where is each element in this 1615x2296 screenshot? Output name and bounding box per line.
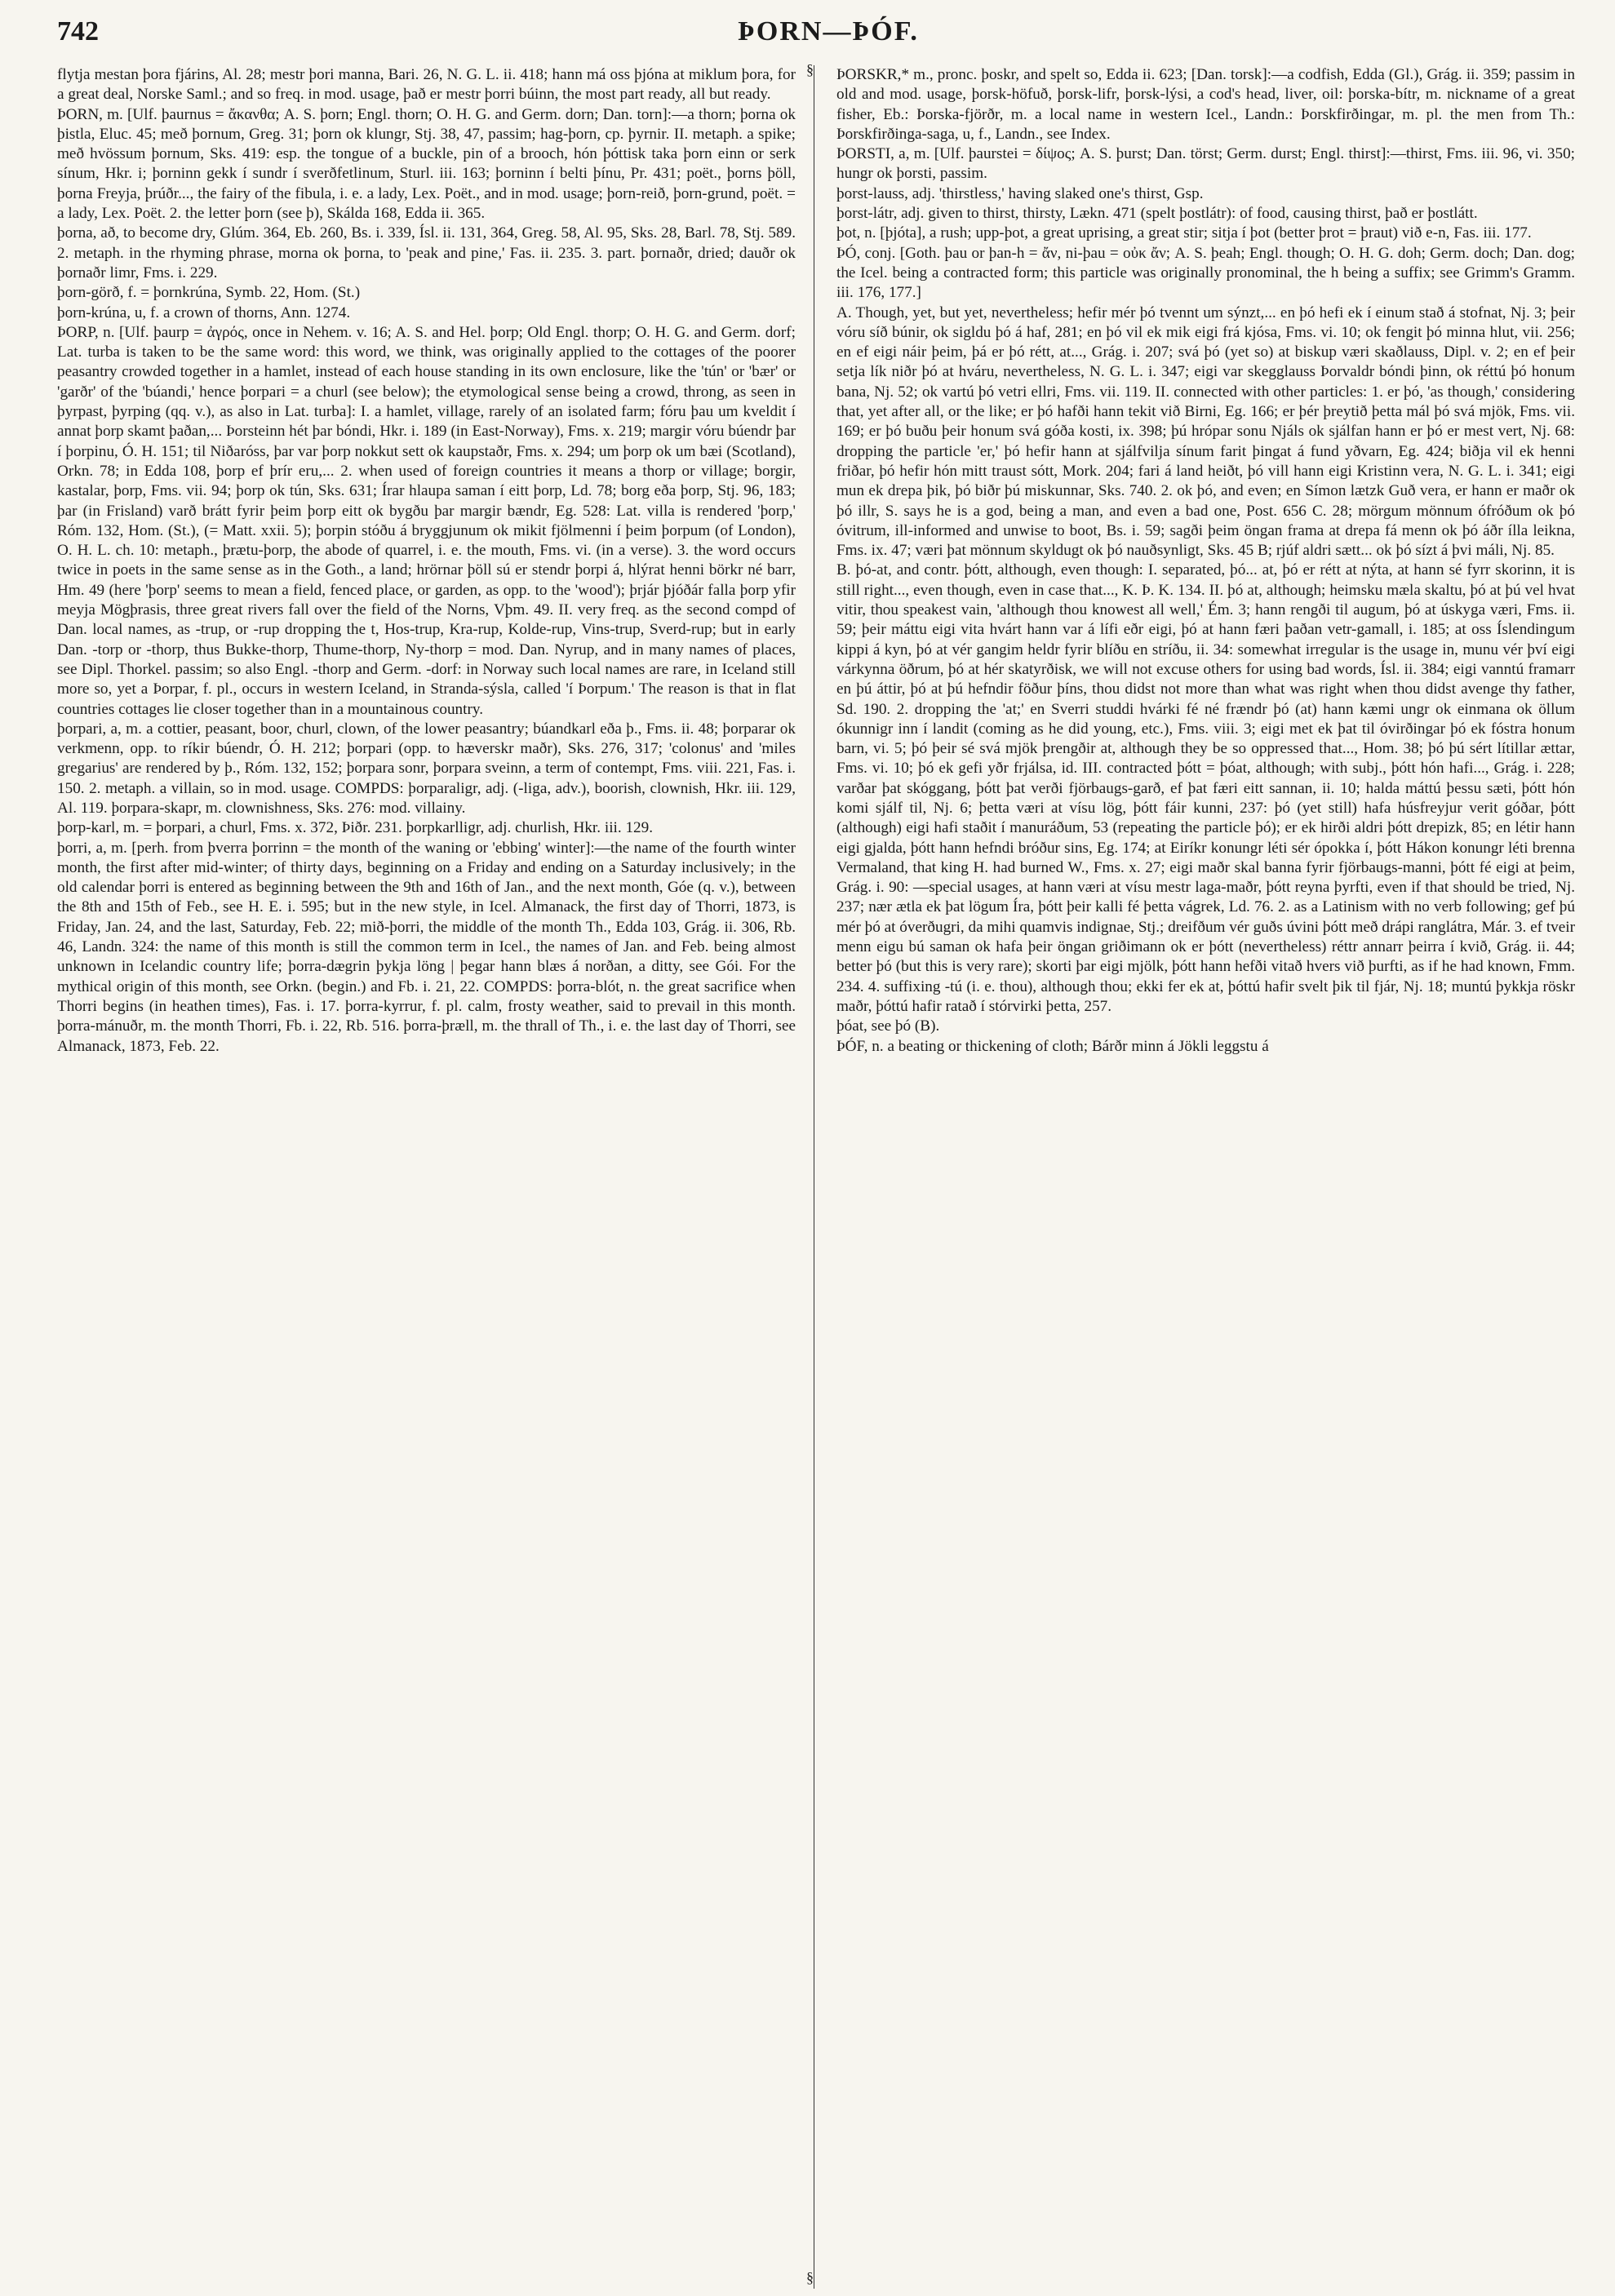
- dictionary-entry: ÞORSTI, a, m. [Ulf. þaurstei = δίψος; A. S. þurst; Dan. törst; Germ. durst; Engl. thirst]:—thirst, Fms. iii. 96, vi. 350; hungr ok þorsti, passim.: [836, 145, 1575, 183]
- dictionary-entry: ÞORN, m. [Ulf. þaurnus = ἄκανθα; A. S. þorn; Engl. thorn; O. H. G. and Germ. dorn; Dan. torn]:—a thorn; þorna ok þistla, Eluc. 45; með þornum, Greg. 31; þorn ok klungr, Stj. 38, 47, passim; hag-þorn, cp. þyrnir. II. metaph. a spike; með hvössum þornum, Sks. 419: esp. the tongue of a buckle, pin of a brooch, hón þóttisk taka þorn einn or serk sínum, Hkr. i; þorninn gekk í sundr í sverðfetlinum, Sturl. iii. 163; þorninn í belti þínu, Pr. 431; poët., þorns þöll, þorna Freyja, þrúðr..., the fairy of the fibula, i. e. a lady, Lex. Poët., and in mod. usage; þorn-reið, þorn-grund, poët. = a lady, Lex. Poët. 2. the letter þorn (see þ), Skálda 168, Edda ii. 365.: [57, 105, 796, 223]
- dictionary-entry: þorp-karl, m. = þorpari, a churl, Fms. x. 372, Þiðr. 231. þorpkarlligr, adj. churlish, Hkr. iii. 129.: [57, 819, 654, 837]
- right-column: [836, 65, 1575, 2289]
- dictionary-page: [57, 16, 1599, 2285]
- dictionary-entry: ÞÓ, conj. [Goth. þau or þan-h = ἄν, ni-þau = οὐκ ἄν; A. S. þeah; Engl. though; O. H. G. doh; Germ. doch; Dan. dog; the Icel. being a contracted form; this particle was originally pronominal, the h being a suffix; see Grimm's Gramm. iii. 176, 177.]: [836, 244, 1575, 302]
- left-column: [57, 65, 796, 2289]
- divider-ornament-top: §: [806, 61, 814, 78]
- dictionary-entry: flytja mestan þora fjárins, Al. 28; mestr þori manna, Bari. 26, N. G. L. ii. 418; hann má oss þjóna at miklum þora, for a great deal, Norske Saml.; and so freq. in mod. usage, það er mestr þorri búinn, the most part ready, all but ready.: [57, 66, 796, 104]
- running-head: ÞORN—ÞÓF.: [738, 16, 919, 47]
- dictionary-entry: þorn-görð, f. = þornkrúna, Symb. 22, Hom. (St.): [57, 284, 361, 302]
- page-number: 742: [57, 16, 99, 47]
- dictionary-entry: þorst-látr, adj. given to thirst, thirsty, Lækn. 471 (spelt þostlátr): of food, causing thirst, það er þostlátt.: [836, 205, 1478, 223]
- dictionary-entry: A. Though, yet, but yet, nevertheless; hefir mér þó tvennt um sýnzt,... en þó hefi ek í einum stað á stofnat, Nj. 3; þeir vóru síð búnir, ok sigldu þó á haf, 281; en þó vil ek mik eigi frá kjósa, Fms. vi. 10; ok fengit þó minna hlut, vii. 256; en ef eigi náir þeim, þá er þó rétt, at..., Grág. i. 207; svá þó (yet so) at biskup væri skaðlauss, Dipl. v. 2; en ef þeir setja lík niðr þó at hváru, nevertheless, N. G. L. i. 347; eigi var skegglauss Þorvaldr bóndi þinn, ok réttú þó honum bana, Nj. 52; ok vartú þó vetri ellri, Fms. vii. 119. II. connected with other particles: 1. er þó, 'as though,' considering that, yet after all, or the like; er þó hafði hann tekit við Birni, Eg. 166; er þér þreytið þetta mál þó svá mjök, Fms. vii. 169; er þó buðu þeir honum svá góða kosti, ix. 398; þú hrópar sonu Njáls ok sjálfan hann er þó er mest vert, Nj. 68: dropping the particle 'er,' þó hefir hann at sjálfvilja sínum farit þingat á fund yðvarn, Eg. 424; biðja vil ek henni friðar, þó hefir hón mitt traust sótt, Mork. 204; fari á land heiðt, þó vill hann eigi Kristinn vera, N. G. L. i. 341; eigi mun ek drepa þik, þó biðr þú miskunnar, Sks. 740. 2. ok þó, and even; en Símon lætzk Guð vera, er hann er maðr ok þó illr, S. says he is a god, being a man, and even a bad one, Post. 656 C. 28; mörgum mönnum ófróðum ok þó óvitrum, ill-informed and unwise to boot, Bs. i. 59; sagði þeim öngan frama at drepa fá menn ok þó áðr ílla leikna, Fms. ix. 47; væri þat mönnum skyldugt ok þó nauðsynligt, Sks. 45 B; rjúf aldri sætt... ok þó sízt á þvi máli, Nj. 85.: [836, 304, 1575, 560]
- divider-ornament-bottom: §: [806, 2269, 814, 2285]
- dictionary-entry: þóat, see þó (B).: [836, 1017, 940, 1035]
- dictionary-entry: ÞORSKR,* m., pronc. þoskr, and spelt so, Edda ii. 623; [Dan. torsk]:—a codfish, Edda (Gl.), Grág. ii. 359; passim in old and mod. usage, þorsk-höfuð, þorsk-lifr, þorsk-lýsi, a cod's head, liver, oil: þorska-bítr, m. nickname of a great fisher, Eb.: Þorska-fjörðr, m. a local name in western Icel., Landn.: Þorskfirðingar, m. pl. the men from Th.: Þorskfirðinga-saga, u, f., Landn., see Index.: [836, 66, 1575, 143]
- dictionary-entry: þot, n. [þjóta], a rush; upp-þot, a great uprising, a great stir; sitja í þot (better þrot = þraut) við e-n, Fas. iii. 177.: [836, 224, 1532, 242]
- dictionary-entry: ÞORP, n. [Ulf. þaurp = ἀγρός, once in Nehem. v. 16; A. S. and Hel. þorp; Old Engl. thorp; O. H. G. and Germ. dorf; Lat. turba is taken to be the same word: this word, we think, was originally applied to the cottages of the poorer peasantry crowded together in a hamlet, instead of each house standing in its own enclosure, like the 'tún' or 'bær' or 'garðr' of the 'búandi,' hence þorpari = a churl (see below); the etymological sense being a crowd, throng, as seen in þyrpast, þyrping (qq. v.), as also in Lat. turba]: I. a hamlet, village, rarely of an isolated farm; fóru þau um kveldit í annat þorp skamt þaðan,... Þorsteinn hét þar bóndi, Hkr. i. 189 (in East-Norway), Fms. x. 219; margir vóru búendr þar í þorpinu, Ó. H. 151; til Niðaróss, þar var þorp nokkut sett ok kaupstaðr, Fms. x. 294; um þorp ok um bæi (Scotland), Orkn. 78; in Edda 108, þorp ef þrír eru,... 2. when used of foreign countries it means a thorp or village; borgir, kastalar, þorp, Fms. vii. 94; þorp ok tún, Sks. 631; Írar hlaupa saman í eitt þorp, Ld. 78; borg eða þorp, Stj. 96, 183; þar (in Frisland) varð brátt fyrir þeim þorp eitt ok bygðu þar margir bændr, Eg. 528: Lat. villa is rendered 'þorp,' Róm. 132, Hom. (St.), (= Matt. xxii. 5); þorpin stóðu á bryggjunum ok mikit fjölmenni í þeim þorpum (of London), O. H. L. ch. 10: metaph., þrætu-þorp, the abode of quarrel, i. e. the mouth, Fms. vi. (in a verse). 3. the word occurs twice in poets in the same sense as in the Goth., a land; hrörnar þöll sú er stendr þorpi á, hlýrat henni börkr né barr, Hm. 49 (here 'þorp' seems to mean a field, fenced place, or garden, as opp. to the 'wood'); þrjár þjóðár falla þorp yfir meyja Mögþrasis, three great rivers fall over the field of the Norns, Vþm. 49. II. very freq. as the second compd of Dan. local names, as -trup, or -rup dropping the t, Hos-trup, Kra-rup, Kolde-rup, Vins-trup, Sverd-rup; but in early Dan. -torp or -thorp, thus Bukke-thorp, Thume-thorp, Ny-thorp = mod. Dan. Nyrup, and in many names of places, see Dipl. Thorkel. passim; so also Engl. -thorp and Germ. -dorf: in Norway such local names are rare, in Iceland still more so, yet a Þorpar, f. pl., occurs in western Iceland, in Stranda-sýsla, called 'í Þorpum.' The reason is that in flat countries cottages lie closer together than in a mountainous country.: [57, 323, 796, 718]
- dictionary-entry: þorna, að, to become dry, Glúm. 364, Eb. 260, Bs. i. 339, Ísl. ii. 131, 364, Greg. 58, Al. 95, Sks. 28, Barl. 78, Stj. 589. 2. metaph. in the rhyming phrase, morna ok þorna, to 'peak and pine,' Fas. ii. 235. 3. part. þornaðr, dried; dauðr ok þornaðr limr, Fms. i. 229.: [57, 224, 796, 281]
- dictionary-entry: ÞÓF, n. a beating or thickening of cloth; Bárðr minn á Jökli leggstu á: [836, 1037, 1269, 1055]
- dictionary-entry: þorpari, a, m. a cottier, peasant, boor, churl, clown, of the lower peasantry; búandkarl eða þ., Fms. ii. 48; þorparar ok verkmenn, opp. to ríkir búendr, Ó. H. 212; þorpari (opp. to hæverskr maðr), Sks. 276, 317; 'colonus' and 'miles gregarius' are rendered by þ., Róm. 132, 152; þorpara sonr, þorpara sveinn, a term of contempt, Fms. viii. 221, Fas. i. 150. 2. metaph. a villain, so in mod. usage. COMPDS: þorparaligr, adj. (-liga, adv.), boorish, clownish, Hkr. iii. 129, Al. 119. þorpara-skapr, m. clownishness, Sks. 276: mod. villainy.: [57, 720, 796, 817]
- dictionary-entry: þorst-lauss, adj. 'thirstless,' having slaked one's thirst, Gsp.: [836, 184, 1204, 202]
- columns: [57, 61, 1599, 2285]
- page-header: [57, 16, 1599, 59]
- dictionary-entry: þorn-krúna, u, f. a crown of thorns, Ann. 1274.: [57, 304, 351, 321]
- dictionary-entry: þorri, a, m. [perh. from þverra þorrinn = the month of the waning or 'ebbing' winter]:—the name of the fourth winter month, the first after mid-winter; of thirty days, beginning on a Friday and ending on a Saturday inclusively; in the old calendar þorri is entered as beginning between the 9th and 16th of Jan., and the next month, Góe (q. v.), between the 8th and 15th of Feb., see H. E. i. 595; but in the new style, in Icel. Almanack, the first day of Thorri, 1873, is Friday, Jan. 24, and the last, Saturday, Feb. 22; mið-þorri, the middle of the month Th., Edda 103, Grág. ii. 306, Rb. 46, Landn. 324: the name of this month is still the common term in Icel., the names of Jan. and Feb. being almost unknown in Icelandic country life; þorra-dægrin þykja löng | þegar hann blæs á norðan, a ditty, see Gói. For the mythical origin of this month, see Orkn. (begin.) and Fb. i. 21, 22. COMPDS: þorra-blót, n. the great sacrifice when Thorri begins (in heathen times), Fas. i. 17. þorra-kyrrur, f. pl. calm, frosty weather, said to prevail in this month. þorra-mánuðr, m. the month Thorri, Fb. i. 22, Rb. 516. þorra-þræll, m. the thrall of Th., i. e. the last day of Thorri, see Almanack, 1873, Feb. 22.: [57, 839, 796, 1055]
- dictionary-entry: B. þó-at, and contr. þótt, although, even though: I. separated, þó... at, þó er rétt at nýta, at hann sé fyrr skorinn, it is still right..., even though, even in case that..., K. Þ. K. 134. II. þó at, although; heimsku mæla skaltu, þó at þú vel hvat vitir, thou speakest vain, 'although thou knowest all well,' Ém. 3; hann rengði til augum, þó at úskyga væri, Fms. ii. 59; þeir máttu eigi vita hvárt hann var á lífi eðr eigi, þó at hann færi þaðan vetr-gamall, i. 185; at oss Íslendingum kippi á kyn, þó at vér gangim heldr fyrir blíðu en stríðu, ii. 34: somewhat irregular is the usage in, munu vér því eigi várkynna öðrum, þó at hér skatyrðisk, we will not excuse others for using bad words, Ísl. ii. 384; eigi vanntú framarr en þú áttir, þó at þú hefndir föður þíns, thou didst not more than what was right when thou didst avenge thy father, Sd. 190. 2. dropping the 'at;' en Sverri studdi hvárki fé né frændr þó (at) hann kæmi ungr ok einmana ok öllum ókunnigr inn í landit (coming as he did young, etc.), Fms. viii. 3; eigi met ek þat til óvirðingar þó ek fóstra honum barn, vi. 5; þó þeir sé svá mjök þrengðir at, although they be so oppressed that..., Hom. 38; þó þú sért lítillar ættar, Fms. vi. 10; þó ek gefi yðr frjálsa, id. III. contracted þótt = þóat, although; with subj., þótt hón hafi..., Grág. i. 228; varðar þat skóggang, þótt þat verði fjörbaugs-garð, ef þat færi eitt sannan, ii. 10; halda máttú þessu sæti, þótt hón komi sjálf til, Nj. 6; þetta væri at vísu lög, þótt fáir kunni, 237: þó (yet still) hafa húsfreyjur verit góðar, þótt (although) eigi hafi staðit í manuráðum, 53 (repeating the particle þó); er ek hirði aldri þótt drepizk, 85; en létir hann eigi gjalda, þótt hann hefndi bróður sins, Eg. 174; at Eiríkr konungr léti sér ópokka í, þótt Hákon konungr léti brenna Vermaland, that king H. had burned W., Fms. x. 27; eigi maðr skal banna fyrir fjörbaugs-manni, þótt fé eigi at þeim, Grág. i. 90: —special usages, at hann væri at vísu mestr laga-maðr, þótt reyna þyrfti, even if that should be tried, Nj. 237; nær ætla ek þat lögum Íra, þótt þeir kalli fé þetta vágrek, Ld. 76. 2. as a Latinism with no verb following; gef þú mér þó at óverðugri, da mihi quamvis indignae, Stj.; dreifðum vér guðs úvini þótt með drápi ranglátra, Már. 3. ef tveir menn eigu bú saman ok hafa þeir öngan griðimann ok er þótt (nevertheless) réttr annarr þeirra í kvið, Grág. ii. 44; better þó (but this is very rare); skorti þar eigi mjölk, þótt hann hefði vitað hvers við þurfti, as if he had known, Fmm. 234. 4. suffixing -tú (i. e. thou), although thou; ekki fer ek at, þóttú hafir svelt þik til fjár, Nj. 18; muntú þykkja röskr maðr, þóttú hafir ratað í stórvirki þetta, 257.: [836, 561, 1575, 1015]
